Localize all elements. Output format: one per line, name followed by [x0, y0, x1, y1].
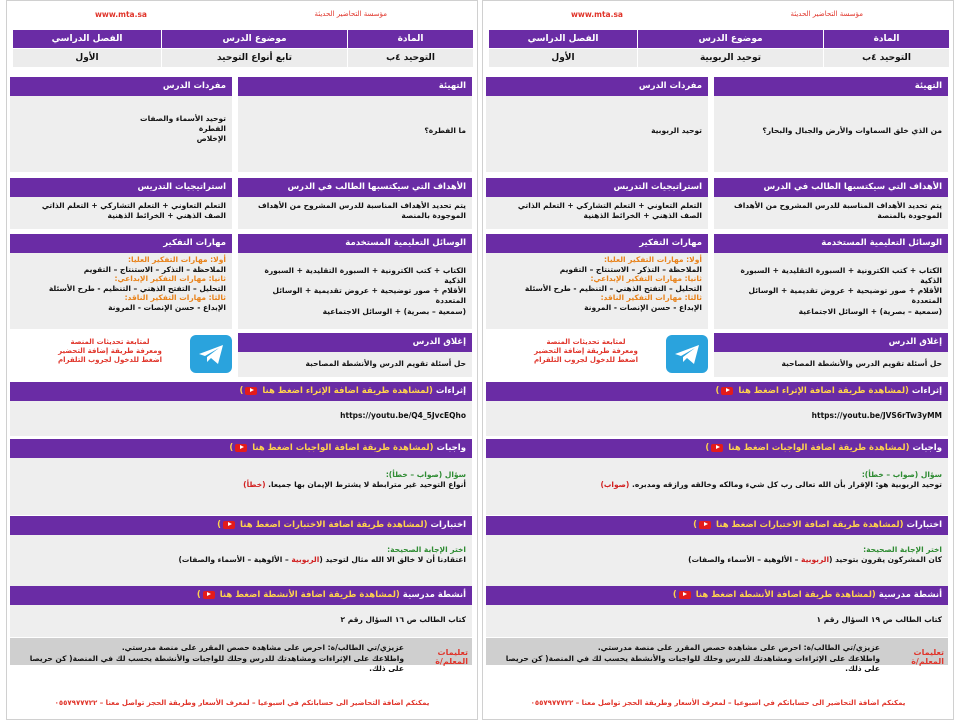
site-url[interactable]: www.mta.sa	[571, 10, 623, 19]
homework-header	[486, 439, 948, 458]
homework-help-link[interactable]: (لمشاهدة طريقة اضافة الواجبات اضغط هنا	[728, 443, 910, 453]
closing-text: حل أسئلة تقويم الدرس والأنشطة المصاحبة	[238, 352, 472, 377]
telegram-text[interactable]	[526, 338, 646, 365]
thinking-text-3: الإبداع - حسن الإنصات - المرونة	[584, 302, 702, 312]
activities-section	[486, 586, 948, 637]
homework-header	[10, 439, 472, 458]
youtube-icon[interactable]	[223, 521, 235, 529]
lesson-info-table	[12, 29, 474, 68]
thinking-section	[486, 234, 708, 329]
vocab-header: مفردات الدرس	[10, 77, 232, 96]
homework-answer: (خطأ)	[243, 480, 266, 490]
subject-value: التوحيد ٤ب	[824, 49, 950, 68]
homework-close-paren: )	[229, 443, 234, 453]
activities-help-link[interactable]: (لمشاهدة طريقة اضافة الأنشطة اضغط هنا	[219, 590, 400, 600]
activities-header	[10, 586, 472, 605]
tests-answer: الربوبية	[291, 555, 320, 565]
telegram-text-line-3: اضغط للدخول لجروب التلقرام	[533, 356, 639, 365]
homework-text: أنواع التوحيد غير مترابطة لا يشترط الإيمان بها جميعا.	[268, 480, 466, 490]
teacher-notes	[10, 638, 472, 673]
notes-line-1: عزيزي/تي الطالب/ة: احرص على مشاهدة حصص المقرر على منصة مدرستي.	[121, 643, 404, 652]
thinking-heading-1: أولا: مهارات التفكير العليا:	[128, 255, 226, 264]
aids-line-1: الكتاب + كتب الكترونية + السبورة التقليدية + السبورة الذكية	[740, 266, 942, 286]
youtube-icon[interactable]	[245, 387, 257, 395]
strategies-section	[486, 178, 708, 229]
tests-help-link[interactable]: (لمشاهدة طريقة اضافة الاختبارات اضغط هنا	[716, 520, 904, 530]
objectives-section	[714, 178, 948, 229]
notes-line-2: واطلاعك على الإثراءات ومشاهدتك للدرس وحلك للواجبات والأنشطة يحسب لك في المنصة( كن حريصا على ذلك.	[29, 653, 404, 673]
enrich-header	[486, 382, 948, 401]
enrich-url[interactable]: https://youtu.be/JVS6rTw3yMM	[486, 401, 948, 436]
strategies-text	[486, 197, 708, 229]
tests-header	[486, 516, 948, 535]
homework-label: واجبات	[436, 443, 466, 453]
tests-answer: الربوبية	[801, 555, 830, 565]
activities-close-paren: )	[196, 590, 201, 600]
tests-section	[486, 516, 948, 586]
tests-options: – الألوهية – الأسماء والصفات)	[178, 555, 292, 565]
closing-header: إغلاق الدرس	[714, 333, 948, 352]
vocab-list	[486, 96, 708, 172]
objectives-header: الأهداف التي سيكتسبها الطالب في الدرس	[714, 178, 948, 197]
footer-contact: يمكنكم اضافة التحاضير الى حساباتكم في اسبوعيا – لمعرف الأسعار وطريقة الحجز تواصل معنا – ٠٥٥٧٩٧٧٧٢٢	[530, 699, 906, 707]
tests-close-paren: )	[217, 520, 222, 530]
closing-section	[238, 333, 472, 377]
lesson-plan-page-1	[482, 0, 954, 720]
enrich-label: إثراءات	[435, 386, 466, 396]
telegram-icon[interactable]	[190, 335, 232, 373]
subject-value: التوحيد ٤ب	[348, 49, 474, 68]
youtube-icon[interactable]	[679, 591, 691, 599]
homework-question	[492, 480, 942, 490]
term-value: الأول	[13, 49, 162, 68]
topic-value: توحيد الربوبية	[638, 49, 824, 68]
tests-close-paren: )	[693, 520, 698, 530]
activities-help-link[interactable]: (لمشاهدة طريقة اضافة الأنشطة اضغط هنا	[695, 590, 876, 600]
vocab-item: توحيد الأسماء والصفات	[140, 114, 226, 123]
org-name: مؤسسة التحاضير الحديثة	[790, 10, 863, 18]
tests-body	[486, 535, 948, 586]
enrich-close-paren: )	[239, 386, 244, 396]
activities-close-paren: )	[672, 590, 677, 600]
tests-question-type: اختر الإجابة الصحيحة:	[387, 545, 466, 554]
activities-label: أنشطة مدرسية	[878, 590, 942, 600]
vocab-section	[10, 77, 232, 172]
telegram-text-line-1: لمتابعة تحديثات المنصة	[546, 338, 626, 346]
aids-line-2: الأقلام + صور توضيحية + عروض تقديمية + الوسائل المتعددة	[272, 286, 466, 306]
teacher-notes	[486, 638, 948, 673]
enrich-header	[10, 382, 472, 401]
objectives-text: يتم تحديد الأهداف المناسبة للدرس المشروح من الأهداف الموجودة بالمنصة	[238, 197, 472, 229]
telegram-promo[interactable]	[486, 335, 708, 377]
strategies-text	[10, 197, 232, 229]
top-bar	[483, 10, 953, 24]
lesson-plan-page-2	[6, 0, 478, 720]
youtube-icon[interactable]	[203, 591, 215, 599]
aids-header: الوسائل التعليمية المستخدمة	[238, 234, 472, 253]
thinking-section	[10, 234, 232, 329]
vocab-item: توحيد الربوبية	[651, 126, 702, 135]
term-header: الفصل الدراسي	[13, 30, 162, 49]
thinking-header: مهارات التفكير	[486, 234, 708, 253]
vocab-header: مفردات الدرس	[486, 77, 708, 96]
thinking-heading-1: أولا: مهارات التفكير العليا:	[604, 255, 702, 264]
notes-line-2: واطلاعك على الإثراءات ومشاهدتك للدرس وحلك للواجبات والأنشطة يحسب لك في المنصة( كن حريصا على ذلك.	[505, 653, 880, 673]
teacher-notes-text	[10, 638, 410, 673]
homework-close-paren: )	[705, 443, 710, 453]
closing-header: إغلاق الدرس	[238, 333, 472, 352]
activities-text: كتاب الطالب ص ١٩ السؤال رقم ١	[486, 605, 948, 637]
homework-body	[486, 458, 948, 515]
thinking-text	[10, 253, 232, 329]
site-url[interactable]: www.mta.sa	[95, 10, 147, 19]
youtube-icon[interactable]	[699, 521, 711, 529]
intro-section	[238, 77, 472, 172]
homework-question	[16, 480, 466, 490]
teacher-notes-text	[486, 638, 886, 673]
thinking-text	[486, 253, 708, 329]
intro-header: التهيئة	[714, 77, 948, 96]
homework-body	[10, 458, 472, 515]
notes-line-1: عزيزي/تي الطالب/ة: احرص على مشاهدة حصص المقرر على منصة مدرستي.	[597, 643, 880, 652]
enrich-url[interactable]: https://youtu.be/Q4_5JvcEQho	[10, 401, 472, 436]
homework-label: واجبات	[912, 443, 942, 453]
enrich-help-link[interactable]: (لمشاهدة طريقة اضافة الإثراء اضغط هنا	[738, 386, 909, 396]
aids-header: الوسائل التعليمية المستخدمة	[714, 234, 948, 253]
intro-header: التهيئة	[238, 77, 472, 96]
teacher-notes-label: تعليمات المعلم/ة	[911, 648, 944, 666]
objectives-section	[238, 178, 472, 229]
youtube-icon[interactable]	[711, 444, 723, 452]
activities-label: أنشطة مدرسية	[402, 590, 466, 600]
top-bar	[7, 10, 477, 24]
intro-text: من الذي خلق السماوات والأرض والجبال والبحار؟	[714, 96, 948, 172]
thinking-header: مهارات التفكير	[10, 234, 232, 253]
aids-text	[714, 253, 948, 329]
objectives-header: الأهداف التي سيكتسبها الطالب في الدرس	[238, 178, 472, 197]
objectives-text: يتم تحديد الأهداف المناسبة للدرس المشروح من الأهداف الموجودة بالمنصة	[714, 197, 948, 229]
telegram-icon[interactable]	[666, 335, 708, 373]
topic-header: موضوع الدرس	[162, 30, 348, 49]
homework-question-type: سؤال (صواب – خطأ):	[385, 470, 466, 479]
subject-header: المادة	[824, 30, 950, 49]
thinking-heading-2: ثانيا: مهارات التفكير الإبداعي:	[590, 274, 702, 284]
enrich-help-link[interactable]: (لمشاهدة طريقة اضافة الإثراء اضغط هنا	[262, 386, 433, 396]
telegram-text-line-1: لمتابعة تحديثات المنصة	[70, 338, 150, 346]
homework-text: توحيد الربوبية هو: الإقرار بأن الله تعالى رب كل شيء ومالكه وخالقه ورازقه ومدبره.	[631, 480, 942, 490]
telegram-text[interactable]	[50, 338, 170, 365]
thinking-heading-3: ثالثا: مهارات التفكير الناقد:	[600, 293, 702, 303]
aids-section	[714, 234, 948, 329]
org-name: مؤسسة التحاضير الحديثة	[314, 10, 387, 18]
thinking-text-3: الإبداع - حسن الإنصات - المرونة	[108, 302, 226, 312]
strategies-line-2: الصف الذهني + الخرائط الذهنية	[107, 211, 226, 221]
intro-text: ما الفطرة؟	[238, 96, 472, 172]
activities-header	[486, 586, 948, 605]
tests-question-type: اختر الإجابة الصحيحة:	[863, 545, 942, 554]
homework-section	[10, 439, 472, 515]
tests-label: اختبارات	[906, 520, 942, 530]
term-header: الفصل الدراسي	[489, 30, 638, 49]
youtube-icon[interactable]	[235, 444, 247, 452]
aids-line-3: (سمعية – بصرية) + الوسائل الاجتماعية	[798, 306, 942, 316]
thinking-text-1: الملاحظة – التذكر – الاستنتاج – التقويم	[83, 264, 226, 274]
tests-section	[10, 516, 472, 586]
tests-label: اختبارات	[430, 520, 466, 530]
homework-question-type: سؤال (صواب – خطأ):	[861, 470, 942, 479]
vocab-section	[486, 77, 708, 172]
thinking-text-2: التحليل – التفتح الذهني – التنظيم - طرح الأسئلة	[524, 283, 702, 293]
term-value: الأول	[489, 49, 638, 68]
tests-question	[492, 555, 942, 565]
enrich-section	[486, 382, 948, 436]
tests-header	[10, 516, 472, 535]
aids-line-1: الكتاب + كتب الكترونية + السبورة التقليدية + السبورة الذكية	[264, 266, 466, 286]
thinking-text-2: التحليل – التفتح الذهني – التنظيم - طرح الأسئلة	[48, 283, 226, 293]
thinking-heading-3: ثالثا: مهارات التفكير الناقد:	[124, 293, 226, 303]
telegram-text-line-2: ومعرفة طريقة إضافة التحضير	[534, 347, 638, 356]
homework-answer: (صواب)	[600, 480, 630, 490]
aids-text	[238, 253, 472, 329]
tests-help-link[interactable]: (لمشاهدة طريقة اضافة الاختبارات اضغط هنا	[240, 520, 428, 530]
activities-section	[10, 586, 472, 637]
vocab-item: الإخلاص	[196, 134, 226, 144]
intro-section	[714, 77, 948, 172]
tests-options: – الألوهية – الأسماء والصفات)	[688, 555, 802, 565]
enrich-section	[10, 382, 472, 436]
strategies-line-1: التعلم التعاوني + التعلم التشاركي + التعلم الذاتي	[41, 201, 226, 210]
activities-text: كتاب الطالب ص ١٦ السؤال رقم ٢	[10, 605, 472, 637]
vocab-list	[10, 96, 232, 172]
youtube-icon[interactable]	[721, 387, 733, 395]
lesson-info-table	[488, 29, 950, 68]
tests-text: اعتقادنا أن لا خالق الا الله مثال لتوحيد (	[319, 555, 466, 565]
aids-line-2: الأقلام + صور توضيحية + عروض تقديمية + الوسائل المتعددة	[748, 286, 942, 306]
closing-text: حل أسئلة تقويم الدرس والأنشطة المصاحبة	[714, 352, 948, 377]
enrich-label: إثراءات	[911, 386, 942, 396]
aids-line-3: (سمعية – بصرية) + الوسائل الاجتماعية	[322, 306, 466, 316]
telegram-text-line-3: اضغط للدخول لجروب التلقرام	[57, 356, 163, 365]
strategies-section	[10, 178, 232, 229]
tests-question	[16, 555, 466, 565]
thinking-heading-2: ثانيا: مهارات التفكير الإبداعي:	[114, 274, 226, 284]
aids-section	[238, 234, 472, 329]
strategies-header: استراتيجيات التدريس	[486, 178, 708, 197]
footer-contact: يمكنكم اضافة التحاضير الى حساباتكم في اسبوعيا – لمعرف الأسعار وطريقة الحجز تواصل معنا – ٠٥٥٧٩٧٧٧٢٢	[54, 699, 430, 707]
telegram-text-line-2: ومعرفة طريقة إضافة التحضير	[58, 347, 162, 356]
vocab-item: الفطرة	[198, 124, 226, 134]
homework-help-link[interactable]: (لمشاهدة طريقة اضافة الواجبات اضغط هنا	[252, 443, 434, 453]
enrich-close-paren: )	[715, 386, 720, 396]
tests-text: كان المشركون يقرون بتوحيد (	[829, 555, 942, 565]
subject-header: المادة	[348, 30, 474, 49]
tests-body	[10, 535, 472, 586]
closing-section	[714, 333, 948, 377]
teacher-notes-label: تعليمات المعلم/ة	[435, 648, 468, 666]
homework-section	[486, 439, 948, 515]
topic-header: موضوع الدرس	[638, 30, 824, 49]
strategies-line-1: التعلم التعاوني + التعلم التشاركي + التعلم الذاتي	[517, 201, 702, 210]
telegram-promo[interactable]	[10, 335, 232, 377]
topic-value: تابع أنواع التوحيد	[162, 49, 348, 68]
strategies-line-2: الصف الذهني + الخرائط الذهنية	[583, 211, 702, 221]
thinking-text-1: الملاحظة – التذكر – الاستنتاج – التقويم	[559, 264, 702, 274]
strategies-header: استراتيجيات التدريس	[10, 178, 232, 197]
